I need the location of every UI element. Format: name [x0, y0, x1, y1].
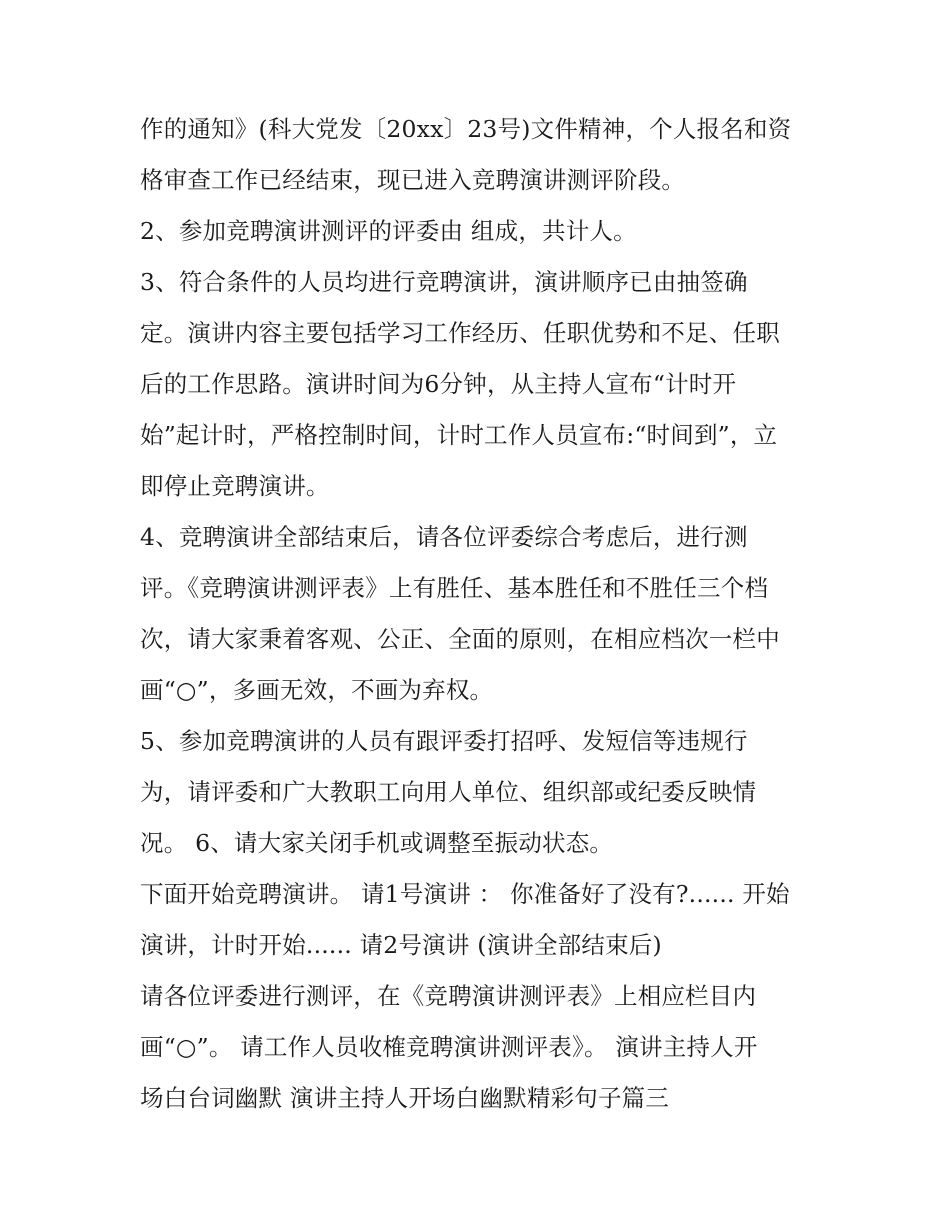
text-line: 后的工作思路。演讲时间为6分钟，从主持人宣布“计时开 — [140, 370, 737, 398]
text-line: 演讲，计时开始...... 请2号演讲 (演讲全部结束后) — [140, 931, 662, 959]
text-line: 画“○”，多画无效，不画为弃权。 — [140, 676, 494, 704]
text-line: 作的通知》(科大党发〔20xx〕23号)文件精神，个人报名和资 — [140, 115, 792, 143]
text-line: 画“○”。 请工作人员收榷竞聘演讲测评表》。 演讲主持人开 — [140, 1033, 758, 1061]
text-line: 4、竞聘演讲全部结束后，请各位评委综合考虑后，进行测 — [140, 523, 748, 551]
text-line: 5、参加竞聘演讲的人员有跟评委打招呼、发短信等违规行 — [140, 727, 748, 755]
text-line: 评。《竞聘演讲测评表》上有胜任、基本胜任和不胜任三个档 — [140, 574, 769, 602]
text-line: 为，请评委和广大教职工向用人单位、组织部或纪委反映情 — [140, 778, 757, 806]
text-line: 场白台词幽默 演讲主持人开场白幽默精彩句子篇三 — [140, 1084, 670, 1112]
text-line: 请各位评委进行测评，在《竞聘演讲测评表》上相应栏目内 — [140, 982, 757, 1010]
text-line: 况。 6、请大家关闭手机或调整至振动状态。 — [140, 829, 614, 857]
text-line: 3、符合条件的人员均进行竞聘演讲，演讲顺序已由抽签确 — [140, 268, 748, 296]
text-line: 2、参加竞聘演讲测评的评委由 组成，共计人。 — [140, 217, 637, 245]
text-line: 即停止竞聘演讲。 — [140, 472, 330, 500]
text-line: 始”起计时，严格控制时间，计时工作人员宣布:“时间到”，立 — [140, 421, 778, 449]
text-line: 格审查工作已经结束，现已进入竞聘演讲测评阶段。 — [140, 166, 686, 194]
text-line: 次，请大家秉着客观、公正、全面的原则，在相应档次一栏中 — [140, 625, 780, 653]
text-line: 定。演讲内容主要包括学习工作经历、任职优势和不足、任职 — [140, 319, 780, 347]
text-line: 下面开始竞聘演讲。 请1号演讲 ： 你准备好了没有?...... 开始 — [140, 880, 790, 908]
